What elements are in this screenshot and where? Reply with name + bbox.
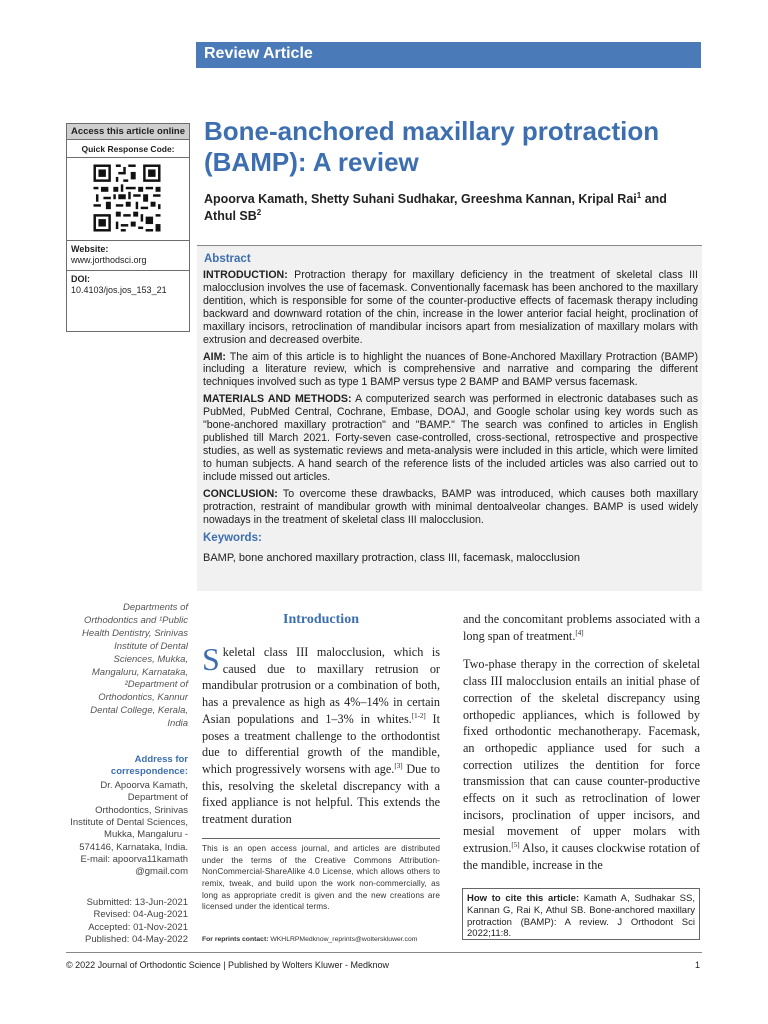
introduction-column-2	[463, 611, 700, 886]
aim-text: The aim of this article is to highlight the nuances of Bone-Anchored Maxillary Protraction (BAMP) including a literature review, which is comprehensive and narrative and comparing the different techniques involved such as type 1 BAMP versus type 2 BAMP and BAMP versus facemask.	[203, 350, 698, 389]
col2-paragraph-2	[463, 656, 700, 873]
how-to-cite-box	[462, 888, 700, 940]
citation-ref[interactable]: [4]	[575, 628, 584, 637]
doi-row	[67, 271, 189, 300]
conclusion-text: To overcome these drawbacks, BAMP was introduced, which causes both maxillary protraction, restraint of mandibular growth with minimal dentoalveolar changes. BAMP is used widely nowadays in the treatment of skeletal class III malocclusion.	[203, 487, 698, 526]
reprints-email[interactable]: WKHLRPMedknow_reprints@wolterskluwer.com	[268, 936, 418, 943]
website-link[interactable]: www.jorthodsci.org	[71, 255, 147, 266]
footer-rule	[66, 952, 702, 953]
license-rule	[202, 838, 440, 839]
intro-text-c: Due to this, resolving the skeletal discrepancy with a fixed appliance is not helpful. This extends the treatment duration	[202, 761, 440, 827]
license-notice: This is an open access journal, and articles are distributed under the terms of the Creative Commons Attribution-NonCommercial-ShareAlike 4.0 License, which allows others to remix, tweak, and build upon the work non-commercially, as long as appropriate credit is given and the new creations are licensed under the identical terms.	[202, 844, 440, 912]
date-submitted: Submitted: 13-Jun-2021	[86, 897, 188, 908]
introduction-column-1	[202, 641, 440, 828]
publication-dates	[70, 897, 188, 946]
aim-label: AIM:	[203, 350, 226, 363]
correspondence-title: Address for correspondence:	[110, 754, 188, 778]
citation-ref[interactable]: [5]	[511, 841, 520, 850]
col2-p1-text: and the concomitant problems associated with a long span of treatment.	[463, 612, 700, 643]
footer-credit: © 2022 Journal of Orthodontic Science | Published by Wolters Kluwer - Medknow	[66, 960, 389, 970]
intro-text-a: keletal class III malocclusion, which is caused due to maxillary retrusion or mandibular protrusion or a combination of both, has a prevalence as high as 4%–14% in certain Asian populations and 1–3% in whites.	[202, 645, 440, 726]
abstract-conclusion	[203, 488, 698, 527]
author-list	[204, 191, 699, 225]
correspondence-address: Dr. Apoorva Kamath, Department of Orthodontics, Srinivas Institute of Dental Sciences, Mukka, Mangaluru - 574146, Karnataka, India. E-mail: apoorva11kamath @gmail.com	[70, 780, 188, 878]
website-row	[67, 241, 189, 271]
citation-ref[interactable]: [3]	[394, 761, 403, 770]
intro-text: Protraction therapy for maxillary deficiency in the treatment of skeletal class III malocclusion involves the use of facemask. Conventionally facemask has been anchored to the maxillary dentition, which is responsible for some of the counter-productive effects of facemask therapy including backward and downward rotation of the chin, increase in the lower anterior facial height, proclination of maxillary incisors, retroclination of mandibular incisors apart from mesialization of maxillary molars with extrusion and decreased overbite.	[203, 269, 698, 346]
section-label: Review Article	[204, 45, 313, 62]
intro-label: INTRODUCTION:	[203, 269, 288, 281]
qr-code-icon[interactable]	[91, 162, 163, 234]
date-accepted: Accepted: 01-Nov-2021	[88, 921, 188, 933]
methods-label: MATERIALS AND METHODS:	[203, 393, 352, 406]
abstract-top-rule	[197, 245, 702, 246]
date-revised: Revised: 04-Aug-2021	[93, 909, 188, 921]
affiliations: Departments of Orthodontics and ¹Public Health Dentistry, Srinivas Institute of Dental Sciences, Mukka, Mangaluru, Karnataka, ²Department of Orthodontics, Kannur Dental College, Kerala, India	[82, 602, 188, 730]
abstract-title: Abstract	[204, 253, 251, 265]
doi-link[interactable]: 10.4103/jos.jos_153_21	[71, 284, 167, 295]
methods-text: A computerized search was performed in electronic databases such as PubMed, PubMed Central, Cochrane, Embase, DOAJ, and Google scholar using key words such as "bone-anchored maxillary protraction" and "BAMP." The search was confined to articles in English published till March 2021. Forty-seven case-controlled, cross-sectional, retrospective and prospective studies, as well as systematic reviews and meta-analysis were included in this article, which were limited to human subjects. A hand search of the reference lists of the included articles was also carried out to include missed out articles.	[203, 393, 698, 483]
authors-and: and Athul SB	[204, 192, 667, 224]
col2-p2-tail: Also, it causes clockwise rotation of the mandible, increase in the	[463, 841, 700, 872]
page-number: 1	[694, 960, 700, 970]
authors-main: Apoorva Kamath, Shetty Suhani Sudhakar, Greeshma Kannan, Kripal Rai	[204, 192, 637, 207]
abstract-introduction	[203, 269, 698, 347]
col2-p2-text: Two-phase therapy in the correction of skeletal class III malocclusion entails an initial phase of correction of the skeletal discrepancy using orthopedic appliances, which is followed by fixed orthodontic mechanotherapy. Facemask, an orthopedic appliance used for such a correction utilizes the dentition for force transmission that can cause counter-productive effects on it such as retroclination of lower incisors, proclination of upper incisors, and mesial movement of upper molars with extrusion.	[463, 657, 700, 856]
qr-code-area	[67, 158, 189, 241]
access-info-box	[66, 123, 190, 332]
author-sup-1: 1	[636, 191, 642, 200]
doi-label: DOI:	[71, 273, 90, 284]
abstract-box	[197, 245, 702, 591]
cite-text: Kamath A, Sudhakar SS, Kannan G, Rai K, Athul SB. Bone-anchored maxillary protraction (BAMP): A review. J Orthodont Sci 2022;11:8.	[467, 893, 695, 940]
keywords-list: BAMP, bone anchored maxillary protraction, class III, facemask, malocclusion	[203, 551, 581, 564]
date-published: Published: 04-May-2022	[85, 934, 188, 946]
website-label: Website:	[71, 244, 109, 254]
introduction-heading: Introduction	[283, 612, 359, 627]
article-title: Bone-anchored maxillary protraction (BAMP): A review	[204, 116, 660, 178]
col2-paragraph-1	[463, 611, 700, 644]
reprints-label: For reprints contact:	[202, 936, 269, 943]
citation-ref[interactable]: [1-2]	[411, 711, 426, 720]
intro-text-b: It poses a treatment challenge to the orthodontist due to differential growth of the mandible, which progressively worsens with age.	[202, 711, 440, 776]
reprints-contact	[202, 936, 447, 943]
conclusion-label: CONCLUSION:	[203, 487, 278, 500]
cite-label: How to cite this article:	[467, 893, 580, 904]
abstract-aim	[203, 351, 698, 390]
drop-cap: S	[202, 641, 220, 677]
abstract-methods	[203, 393, 698, 483]
author-sup-2: 2	[256, 208, 262, 218]
abstract-body	[203, 269, 698, 565]
access-header: Access this article online	[67, 124, 189, 140]
qr-label: Quick Response Code:	[67, 140, 189, 158]
section-banner	[196, 42, 701, 68]
keywords-title: Keywords:	[203, 531, 262, 544]
